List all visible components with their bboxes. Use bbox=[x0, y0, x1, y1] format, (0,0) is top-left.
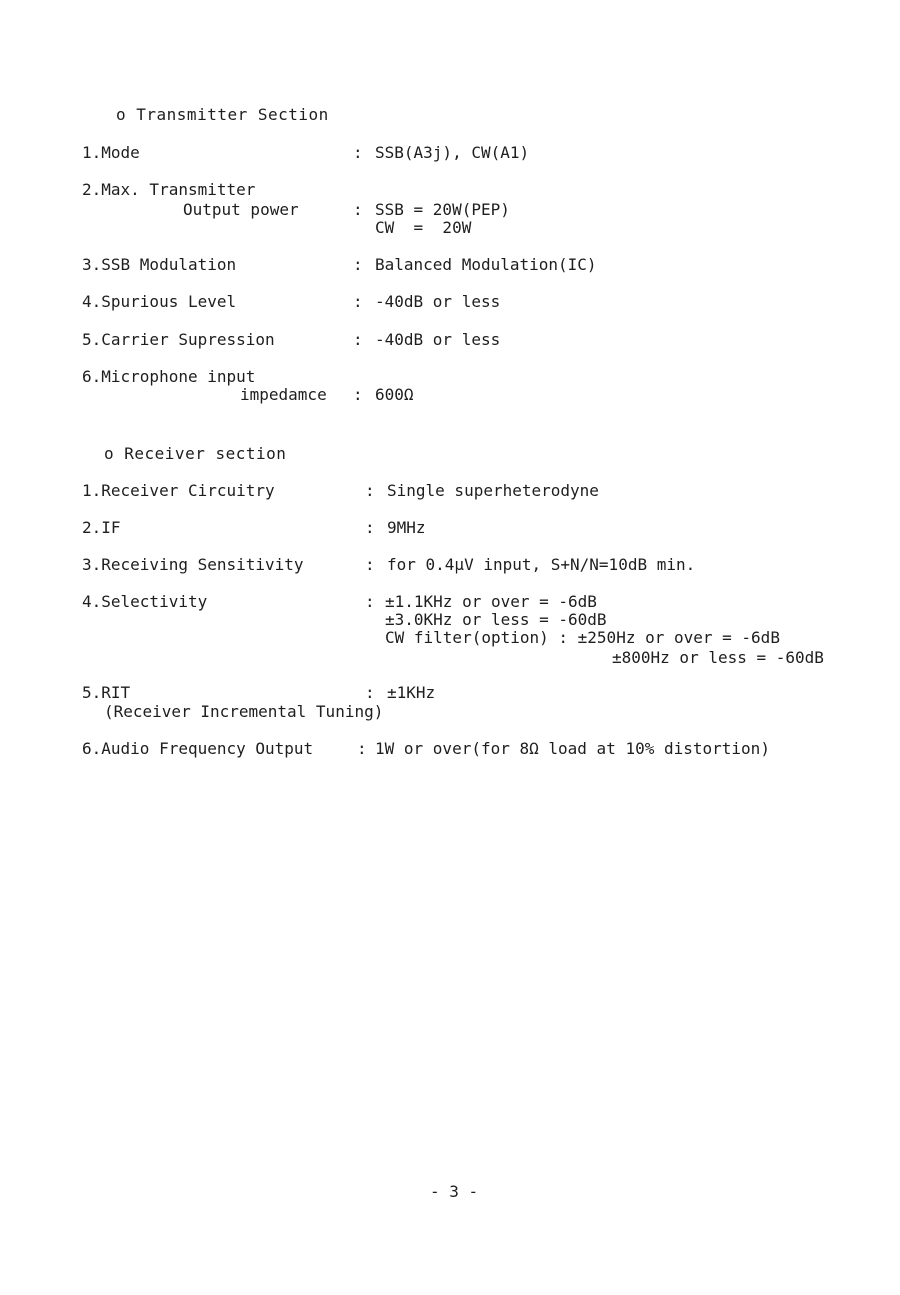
rx-rit-label: 5.RIT bbox=[82, 683, 131, 702]
tx-max-power-value-line1: SSB = 20W(PEP) bbox=[375, 200, 510, 219]
rx-circuitry-label: 1.Receiver Circuitry bbox=[82, 481, 275, 500]
tx-max-power-label-line2: Output power bbox=[183, 200, 299, 219]
rx-audio-label: 6.Audio Frequency Output bbox=[82, 739, 314, 758]
rx-audio-colon: : bbox=[357, 739, 367, 758]
rx-sensitivity-label: 3.Receiving Sensitivity bbox=[82, 555, 304, 574]
rx-selectivity-colon: : bbox=[365, 592, 375, 611]
tx-microphone-label-line2: impedamce bbox=[240, 385, 327, 404]
tx-mode-label: 1.Mode bbox=[82, 143, 140, 162]
tx-carrier-colon: : bbox=[353, 330, 363, 349]
rx-sensitivity-value: for 0.4μV input, S+N/N=10dB min. bbox=[387, 555, 696, 574]
rx-if-colon: : bbox=[365, 518, 375, 537]
rx-sensitivity-colon: : bbox=[365, 555, 375, 574]
tx-spurious-label: 4.Spurious Level bbox=[82, 292, 237, 311]
tx-max-power-label-line1: 2.Max. Transmitter bbox=[82, 180, 256, 199]
rx-selectivity-value-line2: ±3.0KHz or less = -60dB bbox=[385, 610, 607, 629]
tx-carrier-label: 5.Carrier Supression bbox=[82, 330, 275, 349]
rx-audio-value: 1W or over(for 8Ω load at 10% distortion) bbox=[375, 739, 770, 758]
tx-spurious-value: -40dB or less bbox=[375, 292, 501, 311]
tx-mode-value: SSB(A3j), CW(A1) bbox=[375, 143, 530, 162]
rx-if-label: 2.IF bbox=[82, 518, 121, 537]
tx-mode-colon: : bbox=[353, 143, 363, 162]
rx-selectivity-value-line4: ±800Hz or less = -60dB bbox=[612, 648, 824, 667]
rx-rit-label-line2: (Receiver Incremental Tuning) bbox=[104, 702, 384, 721]
tx-ssb-modulation-label: 3.SSB Modulation bbox=[82, 255, 237, 274]
rx-selectivity-value-line1: ±1.1KHz or over = -6dB bbox=[385, 592, 597, 611]
page-number: - 3 - bbox=[430, 1182, 479, 1201]
rx-selectivity-value-line3: CW filter(option) : ±250Hz or over = -6dB bbox=[385, 628, 780, 647]
rx-circuitry-value: Single superheterodyne bbox=[387, 481, 599, 500]
tx-microphone-colon: : bbox=[353, 385, 363, 404]
receiver-section-heading: o Receiver section bbox=[104, 444, 287, 463]
tx-microphone-value: 600Ω bbox=[375, 385, 414, 404]
tx-ssb-modulation-value: Balanced Modulation(IC) bbox=[375, 255, 597, 274]
rx-if-value: 9MHz bbox=[387, 518, 426, 537]
rx-rit-colon: : bbox=[365, 683, 375, 702]
rx-selectivity-label: 4.Selectivity bbox=[82, 592, 208, 611]
tx-max-power-value-line2: CW = 20W bbox=[375, 218, 472, 237]
tx-carrier-value: -40dB or less bbox=[375, 330, 501, 349]
tx-ssb-modulation-colon: : bbox=[353, 255, 363, 274]
transmitter-section-heading: o Transmitter Section bbox=[116, 105, 329, 124]
tx-microphone-label-line1: 6.Microphone input bbox=[82, 367, 256, 386]
tx-max-power-colon: : bbox=[353, 200, 363, 219]
rx-rit-value: ±1KHz bbox=[387, 683, 436, 702]
tx-spurious-colon: : bbox=[353, 292, 363, 311]
rx-circuitry-colon: : bbox=[365, 481, 375, 500]
